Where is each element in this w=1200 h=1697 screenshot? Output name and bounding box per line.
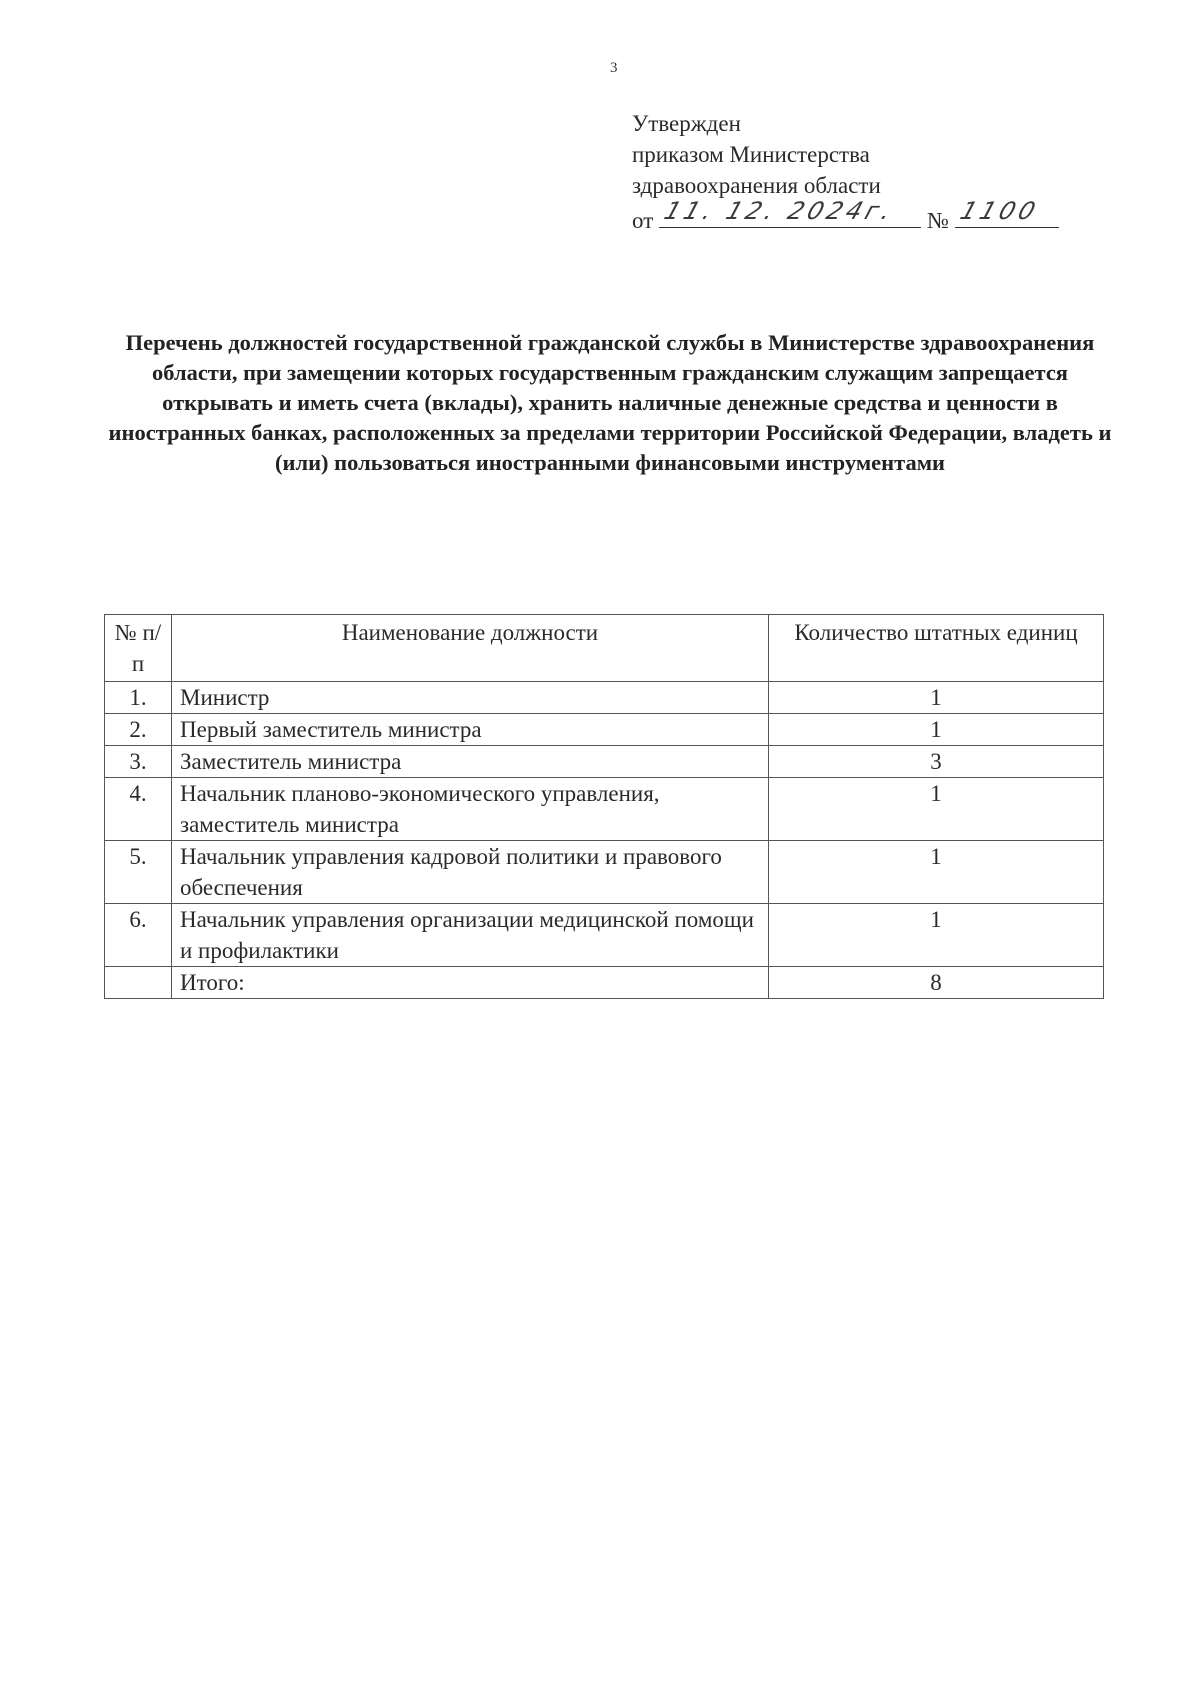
positions-table: [104, 614, 1104, 999]
header-count: Количество штатных единиц: [769, 615, 1104, 682]
approval-block: [632, 108, 1059, 236]
total-num: [105, 967, 172, 999]
row-count: 1: [769, 714, 1104, 746]
document-title: Перечень должностей государственной гражданской службы в Министерстве здравоохранения области, при замещении которых государственным гражданским служащим запрещается открывать и иметь счета (вклады), хранить наличные денежные средства и ценности в иностранных банках, расположенных за пределами территории Российской Федерации, владеть и (или) пользоваться иностранными финансовыми инструментами: [108, 330, 1112, 475]
handwritten-date: 11. 12. 2024г.: [659, 201, 921, 228]
table-row: [105, 841, 1104, 904]
table-row: [105, 682, 1104, 714]
table-row: [105, 746, 1104, 778]
row-count: 1: [769, 778, 1104, 841]
row-name: Министр: [172, 682, 769, 714]
row-name: Заместитель министра: [172, 746, 769, 778]
total-count: 8: [769, 967, 1104, 999]
approval-date-line: [632, 197, 1059, 236]
row-name: Начальник управления кадровой политики и правового обеспечения: [172, 841, 769, 904]
number-sign: №: [927, 208, 949, 233]
approval-line-2: приказом Министерства: [632, 142, 870, 167]
row-count: 3: [769, 746, 1104, 778]
row-num: 1.: [105, 682, 172, 714]
row-name: Первый заместитель министра: [172, 714, 769, 746]
table-row: [105, 714, 1104, 746]
table-header-row: [105, 615, 1104, 682]
row-num: 6.: [105, 904, 172, 967]
date-prefix: от: [632, 208, 654, 233]
handwritten-number: 1100: [955, 201, 1059, 228]
header-num: № п/п: [105, 615, 172, 682]
page-number: 3: [610, 60, 618, 76]
row-num: 3.: [105, 746, 172, 778]
row-name: Начальник управления организации медицинской помощи и профилактики: [172, 904, 769, 967]
row-count: 1: [769, 682, 1104, 714]
row-num: 4.: [105, 778, 172, 841]
table-row: [105, 778, 1104, 841]
row-num: 5.: [105, 841, 172, 904]
row-name: Начальник планово-экономического управления, заместитель министра: [172, 778, 769, 841]
row-count: 1: [769, 904, 1104, 967]
row-count: 1: [769, 841, 1104, 904]
row-num: 2.: [105, 714, 172, 746]
header-name: Наименование должности: [172, 615, 769, 682]
table-row: [105, 904, 1104, 967]
table-total-row: [105, 967, 1104, 999]
approval-line-3: здравоохранения области: [632, 173, 881, 198]
approval-line-1: Утвержден: [632, 111, 741, 136]
total-label: Итого:: [172, 967, 769, 999]
